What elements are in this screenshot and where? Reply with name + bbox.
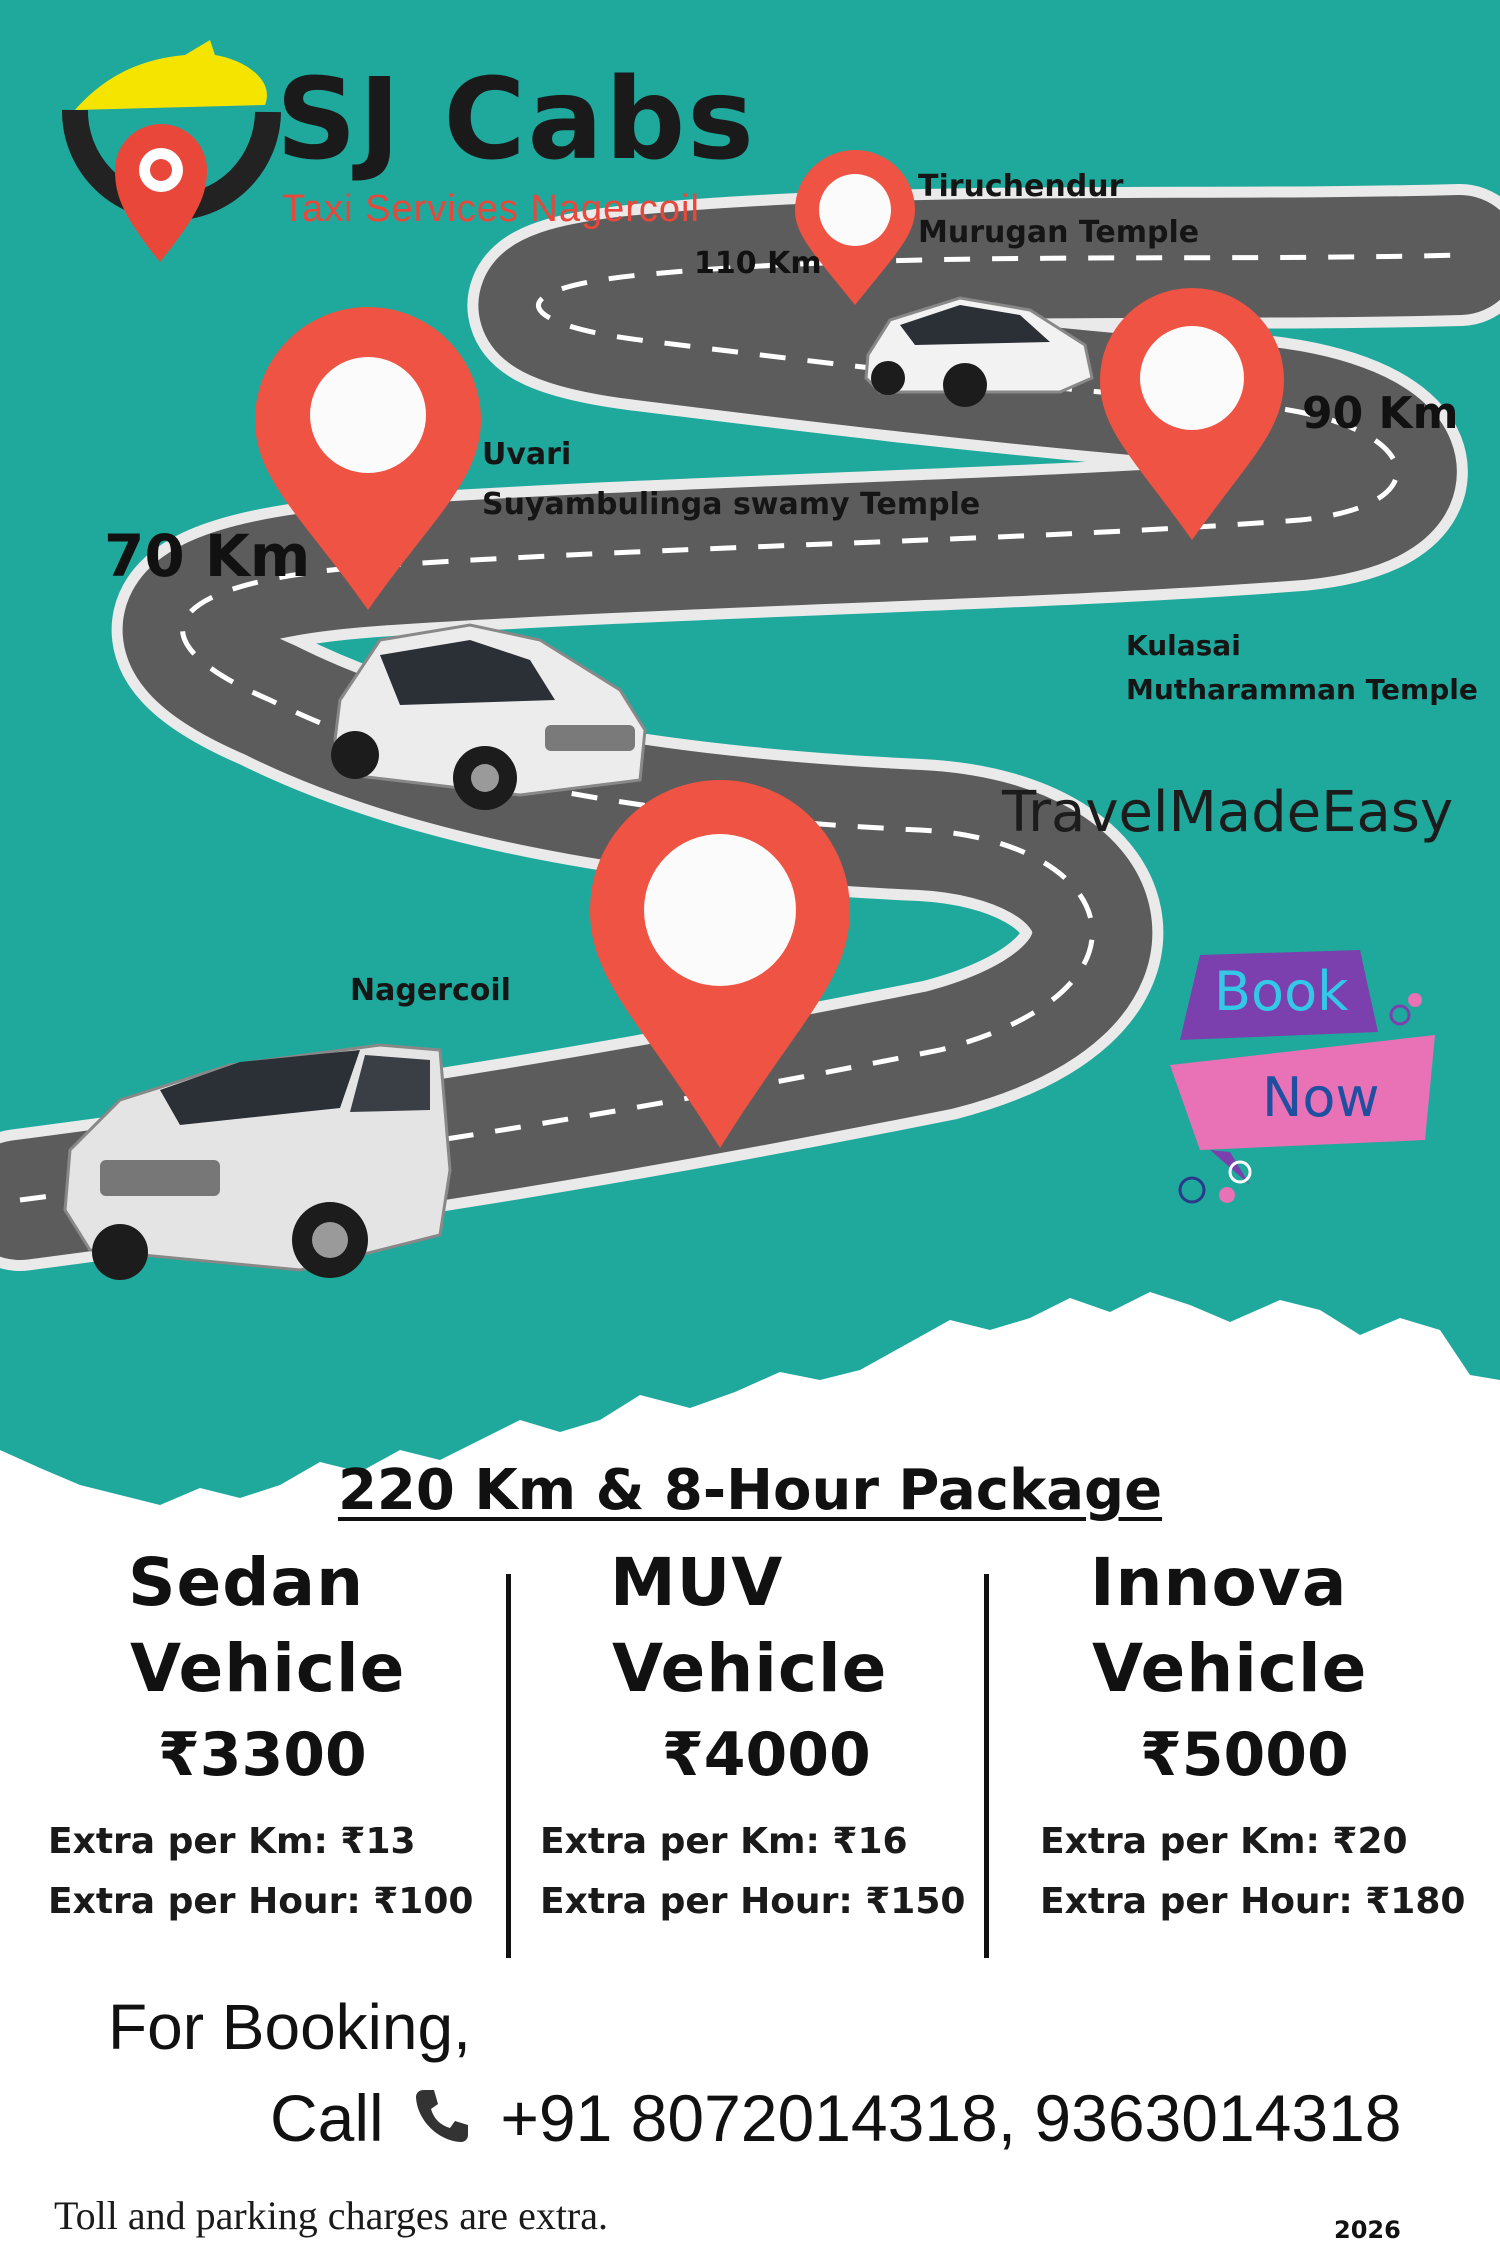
stop-kulasai-distance: 90 Km — [1302, 388, 1459, 439]
muv-name-line2: Vehicle — [612, 1630, 888, 1707]
innova-column — [1040, 1540, 1465, 1932]
stop-tiruchendur-distance: 110 Km — [694, 246, 822, 281]
column-divider — [506, 1574, 511, 1958]
sedan-price: ₹3300 — [158, 1720, 367, 1790]
brand-tagline: Taxi Services Nagercoil — [282, 188, 700, 230]
muv-name-line1: MUV — [610, 1544, 784, 1621]
call-label: Call — [270, 2081, 384, 2155]
package-title: 220 Km & 8-Hour Package — [337, 1458, 1163, 1523]
phone-numbers[interactable]: +91 8072014318, 9363014318 — [500, 2081, 1402, 2155]
innova-extra-km: Extra per Km: ₹20 — [1040, 1821, 1408, 1862]
innova-extra-hour: Extra per Hour: ₹180 — [1040, 1881, 1466, 1922]
innova-name-line1: Innova — [1090, 1544, 1348, 1621]
book-now-button-now[interactable]: Now — [1262, 1066, 1380, 1129]
booking-label: For Booking, — [108, 1991, 471, 2063]
brand-name: SJ Cabs — [276, 55, 756, 185]
muv-column — [540, 1540, 965, 1932]
muv-price: ₹4000 — [662, 1720, 871, 1790]
stop-nagercoil-label: Nagercoil — [350, 973, 511, 1008]
sedan-column — [48, 1540, 473, 1932]
stop-uvari-distance: 70 Km — [104, 522, 311, 590]
innova-price: ₹5000 — [1140, 1720, 1349, 1790]
sedan-extra-km: Extra per Km: ₹13 — [48, 1821, 416, 1862]
innova-car-image — [65, 1045, 450, 1280]
stop-kulasai-label: Kulasai Mutharamman Temple — [1126, 629, 1478, 706]
phone-icon — [410, 2084, 474, 2163]
call-line — [270, 2080, 1401, 2163]
sedan-extra-hour: Extra per Hour: ₹100 — [48, 1881, 474, 1922]
taxi-location-pin-logo — [75, 40, 268, 262]
book-now-button-book[interactable]: Book — [1214, 960, 1349, 1023]
footer-year: 2026 — [1334, 2216, 1401, 2244]
muv-extra-hour: Extra per Hour: ₹150 — [540, 1881, 966, 1922]
footer-note: Toll and parking charges are extra. — [54, 2193, 609, 2238]
sedan-name-line2: Vehicle — [130, 1630, 406, 1707]
stop-tiruchendur-label: Tiruchendur Murugan Temple — [918, 169, 1200, 250]
sedan-name-line1: Sedan — [128, 1544, 365, 1621]
muv-extra-km: Extra per Km: ₹16 — [540, 1821, 908, 1862]
stop-uvari-label: Uvari Suyambulinga swamy Temple — [482, 437, 981, 522]
column-divider — [984, 1574, 989, 1958]
innova-name-line2: Vehicle — [1092, 1630, 1368, 1707]
slogan: TravelMadeEasy — [1002, 780, 1454, 845]
